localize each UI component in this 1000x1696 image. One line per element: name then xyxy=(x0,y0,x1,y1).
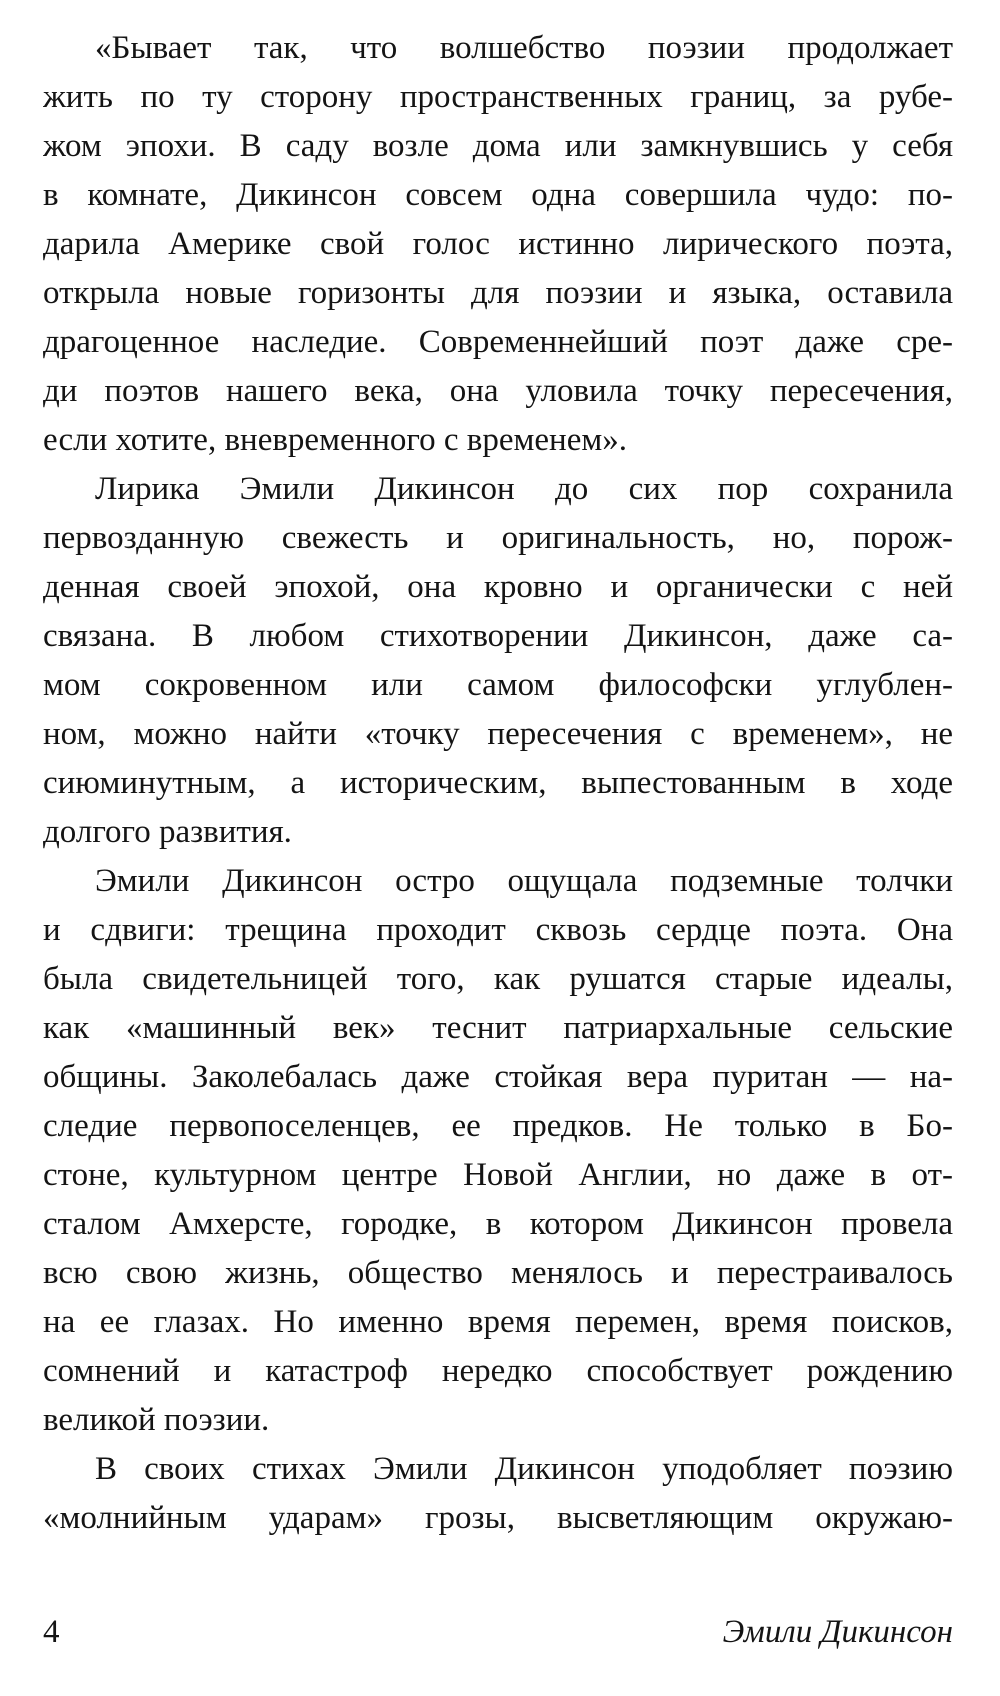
text-line: мом сокровенном или самом философски углублен- xyxy=(43,667,953,703)
text-line: была свидетельницей того, как рушатся старые идеалы, xyxy=(43,961,953,997)
text-line: «Бывает так, что волшебство поэзии продолжает xyxy=(95,30,953,66)
text-line: Лирика Эмили Дикинсон до сих пор сохранила xyxy=(95,471,953,507)
text-line: сиюминутным, а историческим, выпестованным в ходе xyxy=(43,765,953,801)
text-line: долгого развития. xyxy=(43,814,292,850)
text-line: ди поэтов нашего века, она уловила точку пересечения, xyxy=(43,373,953,409)
text-line: как «машинный век» теснит патриархальные сельские xyxy=(43,1010,953,1046)
text-line: драгоценное наследие. Современнейший поэт даже сре- xyxy=(43,324,953,360)
paragraph xyxy=(43,857,953,1445)
text-line: сомнений и катастроф нередко способствует рождению xyxy=(43,1353,953,1389)
page-number: 4 xyxy=(43,1614,60,1650)
page-footer xyxy=(43,1614,953,1660)
text-line: денная своей эпохой, она кровно и органически с ней xyxy=(43,569,953,605)
running-title: Эмили Дикинсон xyxy=(722,1614,953,1650)
text-line: стоне, культурном центре Новой Англии, но даже в от- xyxy=(43,1157,953,1193)
text-line: ном, можно найти «точку пересечения с временем», не xyxy=(43,716,953,752)
text-line: связана. В любом стихотворении Дикинсон, даже са- xyxy=(43,618,953,654)
text-line: следие первопоселенцев, ее предков. Не только в Бо- xyxy=(43,1108,953,1144)
text-line: если хотите, вневременного с временем». xyxy=(43,422,627,458)
paragraph xyxy=(43,1445,953,1543)
text-line: общины. Заколебалась даже стойкая вера пуритан — на- xyxy=(43,1059,953,1095)
text-line: в комнате, Дикинсон совсем одна совершила чудо: по- xyxy=(43,177,953,213)
text-line: дарила Америке свой голос истинно лирического поэта, xyxy=(43,226,953,262)
text-line: жом эпохи. В саду возле дома или замкнувшись у себя xyxy=(43,128,953,164)
text-line: великой поэзии. xyxy=(43,1402,270,1438)
text-line: первозданную свежесть и оригинальность, но, порож- xyxy=(43,520,953,556)
page-body xyxy=(43,24,953,1543)
text-line: В своих стихах Эмили Дикинсон уподобляет поэзию xyxy=(95,1451,953,1487)
text-line: и сдвиги: трещина проходит сквозь сердце поэта. Она xyxy=(43,912,953,948)
text-line: открыла новые горизонты для поэзии и языка, оставила xyxy=(43,275,953,311)
text-line: на ее глазах. Но именно время перемен, время поисков, xyxy=(43,1304,953,1340)
paragraph xyxy=(43,465,953,857)
text-line: «молнийным ударам» грозы, высветляющим окружаю- xyxy=(43,1500,953,1536)
text-line: сталом Амхерсте, городке, в котором Дикинсон провела xyxy=(43,1206,953,1242)
text-line: жить по ту сторону пространственных границ, за рубе- xyxy=(43,79,953,115)
text-line: всю свою жизнь, общество менялось и перестраивалось xyxy=(43,1255,953,1291)
paragraph xyxy=(43,24,953,465)
text-line: Эмили Дикинсон остро ощущала подземные толчки xyxy=(95,863,953,899)
